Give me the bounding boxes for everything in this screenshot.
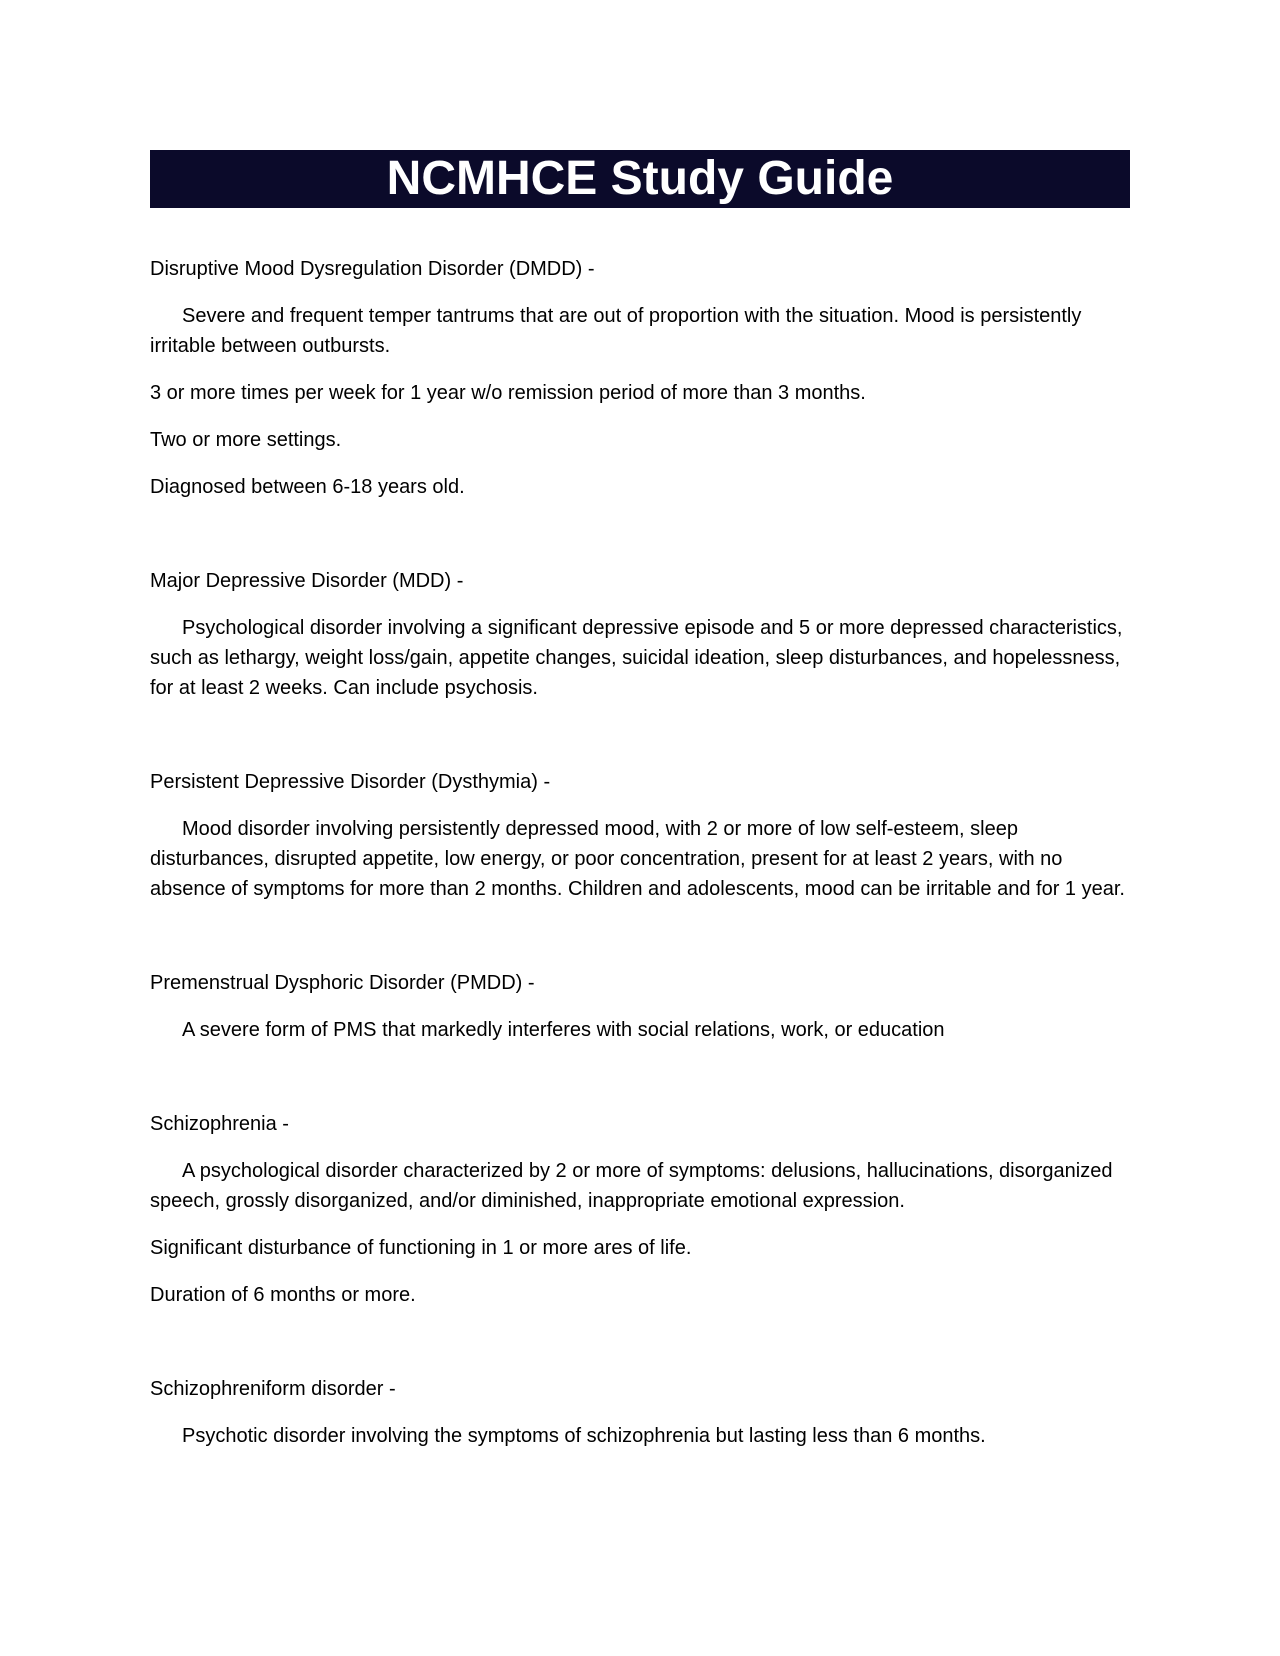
section-note: Duration of 6 months or more.	[150, 1284, 416, 1306]
section-spacer	[150, 720, 1135, 767]
section-heading: Schizophreniform disorder -	[150, 1378, 396, 1400]
section-spacer	[150, 519, 1135, 566]
section-heading: Schizophrenia -	[150, 1113, 289, 1135]
section-note: Significant disturbance of functioning in 1 or more ares of life.	[150, 1237, 692, 1259]
section-dysthymia	[150, 767, 1135, 904]
section-dmdd	[150, 254, 1135, 502]
section-spacer	[150, 1062, 1135, 1109]
section-note: Two or more settings.	[150, 429, 342, 451]
document-body	[150, 254, 1135, 1468]
section-spacer	[150, 921, 1135, 968]
section-heading: Persistent Depressive Disorder (Dysthymia) -	[150, 771, 551, 793]
section-spacer	[150, 1327, 1135, 1374]
section-mdd	[150, 566, 1135, 703]
section-schizophreniform	[150, 1374, 1135, 1451]
section-definition: Psychotic disorder involving the symptoms of schizophrenia but lasting less than 6 months.	[182, 1425, 986, 1447]
section-pmdd	[150, 968, 1135, 1045]
section-heading: Major Depressive Disorder (MDD) -	[150, 570, 464, 592]
section-definition: Psychological disorder involving a significant depressive episode and 5 or more depressed characteristics, such as lethargy, weight loss/gain, appetite changes, suicidal ideation, sleep disturbances, and hopelessness, for at least 2 weeks. Can include psychosis.	[150, 617, 1123, 699]
section-heading: Premenstrual Dysphoric Disorder (PMDD) -	[150, 972, 535, 994]
title-banner	[150, 150, 1130, 208]
section-definition: A severe form of PMS that markedly interferes with social relations, work, or education	[182, 1019, 945, 1041]
section-definition: Severe and frequent temper tantrums that are out of proportion with the situation. Mood is persistently irritable between outbursts.	[150, 305, 1082, 357]
section-definition: Mood disorder involving persistently depressed mood, with 2 or more of low self-esteem, sleep disturbances, disrupted appetite, low energy, or poor concentration, present for at least 2 years, with no absence of symptoms for more than 2 months. Children and adolescents, mood can be irritable and for 1 year.	[150, 818, 1125, 900]
section-note: Diagnosed between 6-18 years old.	[150, 476, 465, 498]
section-schizophrenia	[150, 1109, 1135, 1310]
page-title: NCMHCE Study Guide	[386, 152, 894, 205]
section-definition: A psychological disorder characterized by 2 or more of symptoms: delusions, hallucinations, disorganized speech, grossly disorganized, and/or diminished, inappropriate emotional expression.	[150, 1160, 1113, 1212]
section-note: 3 or more times per week for 1 year w/o remission period of more than 3 months.	[150, 382, 866, 404]
section-heading: Disruptive Mood Dysregulation Disorder (DMDD) -	[150, 258, 595, 280]
